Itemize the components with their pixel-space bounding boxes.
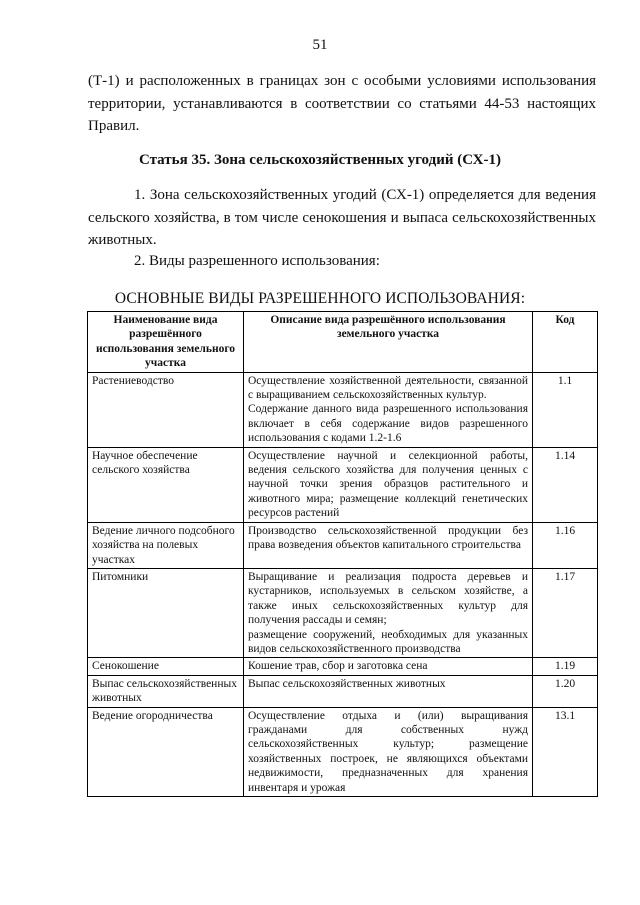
- row-code: 1.1: [533, 372, 598, 447]
- item-2-paragraph: 2. Виды разрешенного использования:: [134, 253, 380, 269]
- permitted-use-table: [87, 311, 598, 797]
- table-row: [88, 522, 598, 568]
- row-name: Сенокошение: [88, 658, 244, 675]
- row-name: Ведение личного подсобного хозяйства на полевых участках: [88, 522, 244, 568]
- table-title: ОСНОВНЫЕ ВИДЫ РАЗРЕШЕННОГО ИСПОЛЬЗОВАНИЯ:: [114, 290, 526, 307]
- table-row: [88, 658, 598, 675]
- row-code: 1.14: [533, 447, 598, 522]
- description-paragraph: Осуществление отдыха и (или) выращивания гражданами для собственных нужд сельскохозяйственных культур; размещение хозяйственных построек, не являющихся объектами недвижимости, предназначенных для хранения инвентаря и урожая: [248, 709, 528, 794]
- header-code: Код: [533, 312, 598, 373]
- row-description: [244, 372, 533, 447]
- table-row: [88, 707, 598, 796]
- row-description: [244, 658, 533, 675]
- table-row: [88, 675, 598, 707]
- row-description: [244, 707, 533, 796]
- row-description: [244, 447, 533, 522]
- row-name: Питомники: [88, 568, 244, 657]
- row-name: Научное обеспечение сельского хозяйства: [88, 447, 244, 522]
- table-header-row: [88, 312, 598, 373]
- row-code: 1.20: [533, 675, 598, 707]
- header-description: Описание вида разрешённого использования земельного участка: [244, 312, 533, 373]
- description-paragraph: Осуществление хозяйственной деятельности, связанной с выращиванием сельскохозяйственных культур.: [248, 374, 528, 402]
- article-heading: Статья 35. Зона сельскохозяйственных угодий (СХ-1): [139, 152, 501, 168]
- row-description: [244, 522, 533, 568]
- table-row: [88, 372, 598, 447]
- row-name: Ведение огородничества: [88, 707, 244, 796]
- description-paragraph: размещение сооружений, необходимых для указанных видов сельскохозяйственного производства: [248, 628, 528, 655]
- description-paragraph: Содержание данного вида разрешенного использования включает в себя содержание видов разрешенного использования с кодами 1.2-1.6: [248, 403, 528, 445]
- header-name: Наименование вида разрешённого использования земельного участка: [88, 312, 244, 373]
- description-paragraph: Производство сельскохозяйственной продукции без права возведения объектов капитального строительства: [248, 524, 528, 552]
- row-code: 13.1: [533, 707, 598, 796]
- row-code: 1.19: [533, 658, 598, 675]
- row-description: [244, 675, 533, 707]
- row-code: 1.16: [533, 522, 598, 568]
- description-paragraph: Выращивание и реализация подроста деревьев и кустарников, используемых в сельском хозяйстве, а также иных сельскохозяйственных культур для получения рассады и семян;: [248, 570, 528, 627]
- table-row: [88, 447, 598, 522]
- table-row: [88, 568, 598, 657]
- description-paragraph: Кошение трав, сбор и заготовка сена: [248, 660, 428, 673]
- row-name: Растениеводство: [88, 372, 244, 447]
- description-paragraph: Выпас сельскохозяйственных животных: [248, 677, 446, 690]
- description-paragraph: Осуществление научной и селекционной работы, ведения сельского хозяйства для получения ценных с научной точки зрения образцов растительного и животного мира; размещение коллекций генетических ресурсов растений: [248, 449, 528, 520]
- intro-paragraph: (Т-1) и расположенных в границах зон с особыми условиями использования территории, устанавливаются в соответствии со статьями 44-53 настоящих Правил.: [88, 73, 596, 134]
- page-number: 51: [312, 37, 328, 53]
- item-1-paragraph: 1. Зона сельскохозяйственных угодий (СХ-1) определяется для ведения сельского хозяйства, в том числе сенокошения и выпаса сельскохозяйственных животных.: [88, 187, 596, 248]
- row-description: [244, 568, 533, 657]
- row-name: Выпас сельскохозяйственных животных: [88, 675, 244, 707]
- row-code: 1.17: [533, 568, 598, 657]
